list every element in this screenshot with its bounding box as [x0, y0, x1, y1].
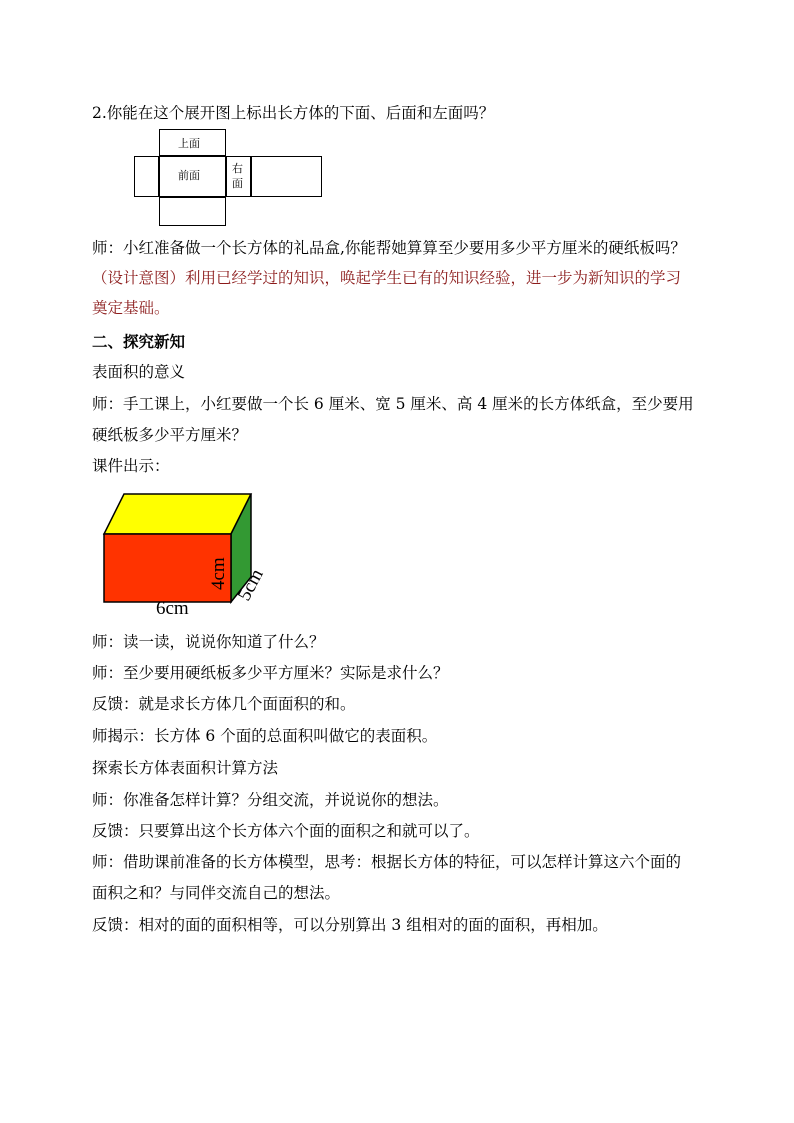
read-line: 师：读一读，说说你知道了什么？	[92, 633, 325, 651]
feedback-line-3: 反馈：相对的面的面积相等，可以分别算出 3 组相对的面的面积，再相加。	[92, 916, 608, 934]
net-back-face	[251, 156, 322, 197]
section-heading: 二、探究新知	[92, 332, 186, 351]
net-top-label: 上面	[178, 137, 200, 150]
subheading-meaning: 表面积的意义	[92, 363, 186, 381]
net-bottom-face	[159, 197, 226, 226]
model-line-2: 面积之和？与同伴交流自己的想法。	[92, 884, 341, 902]
cuboid-width-label: 5cm	[233, 565, 268, 605]
feedback-line-1: 反馈：就是求长方体几个面面积的和。	[92, 695, 356, 713]
cuboid-height-label: 4cm	[208, 557, 229, 590]
model-line-1: 师：借助课前准备的长方体模型，思考：根据长方体的特征，可以怎样计算这六个面的	[92, 853, 682, 871]
ask-line: 师：至少要用硬纸板多少平方厘米？实际是求什么？	[92, 664, 449, 682]
net-front-label: 前面	[178, 169, 200, 182]
net-right-label-1: 右	[232, 162, 243, 175]
teacher-line-1: 师：小红准备做一个长方体的礼品盒,你能帮她算算至少要用多少平方厘米的硬纸板吗？	[92, 239, 686, 257]
teacher-line-2b: 硬纸板多少平方厘米？	[92, 426, 248, 444]
net-left-face	[134, 156, 159, 197]
cuboid-net-diagram	[128, 129, 324, 227]
courseware-line: 课件出示：	[92, 457, 170, 475]
cuboid-figure	[96, 490, 286, 618]
design-intent-line-2: 奠定基础。	[92, 299, 170, 317]
feedback-line-2: 反馈：只要算出这个长方体六个面的面积之和就可以了。	[92, 822, 480, 840]
reveal-line: 师揭示：长方体 6 个面的总面积叫做它的表面积。	[92, 727, 438, 745]
question-2: 2.你能在这个展开图上标出长方体的下面、后面和左面吗？	[92, 104, 495, 122]
subheading-explore: 探索长方体表面积计算方法	[92, 759, 279, 777]
cuboid-top-face	[104, 494, 251, 534]
teacher-line-2a: 师：手工课上，小红要做一个长 6 厘米、宽 5 厘米、高 4 厘米的长方体纸盒，至少要用	[92, 395, 694, 413]
cuboid-length-label: 6cm	[156, 598, 189, 618]
net-right-label-2: 面	[232, 177, 243, 190]
plan-line: 师：你准备怎样计算？分组交流，并说说你的想法。	[92, 791, 449, 809]
design-intent-line-1: （设计意图）利用已经学过的知识，唤起学生已有的知识经验，进一步为新知识的学习	[92, 269, 682, 287]
